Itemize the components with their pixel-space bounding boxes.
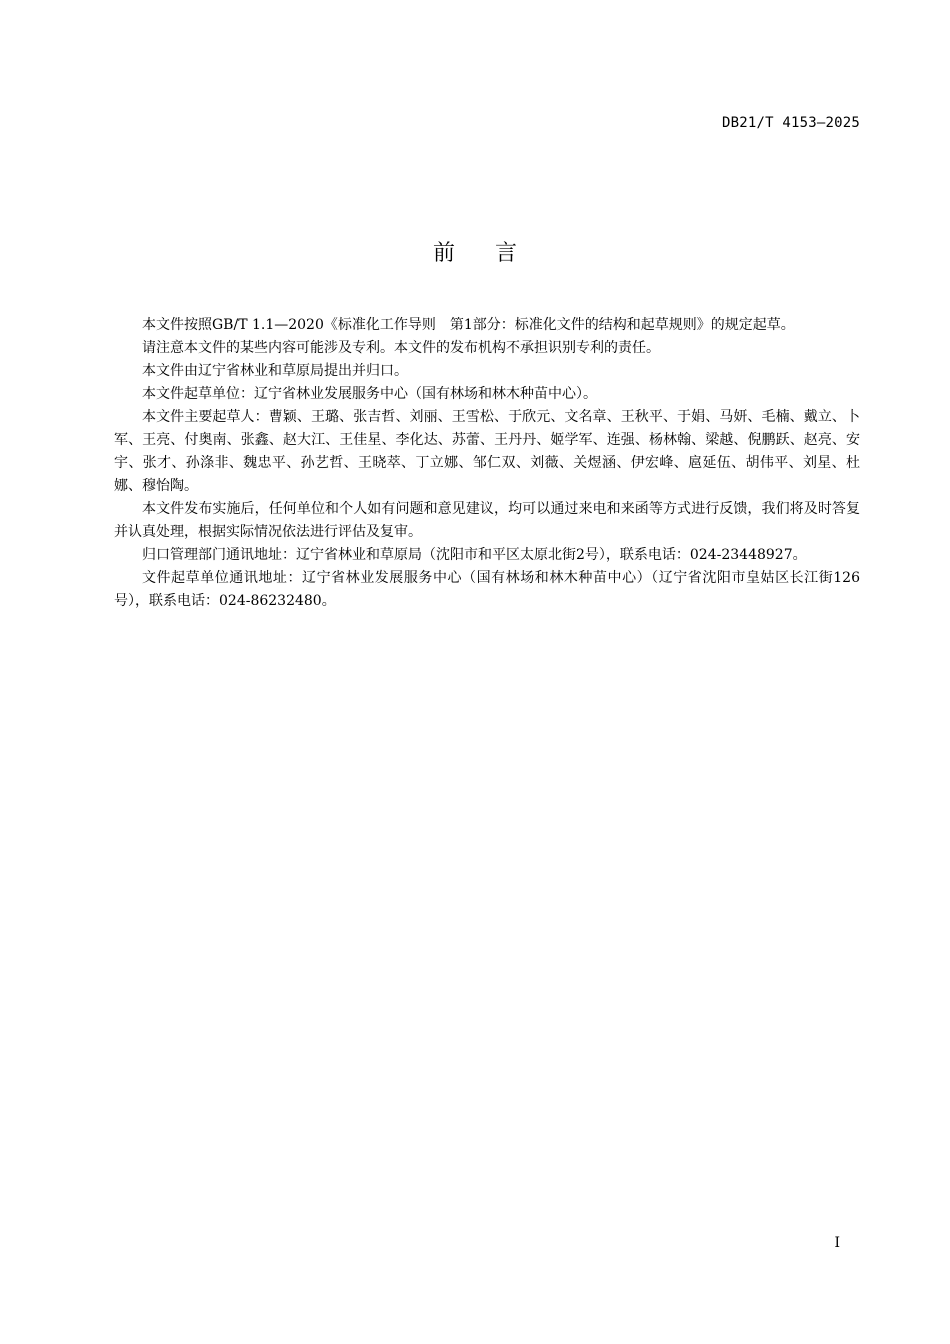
paragraph-drafting-unit: 本文件起草单位：辽宁省林业发展服务中心（国有林场和林木种苗中心）。: [142, 386, 597, 402]
paragraph-drafting-rules: 本文件按照GB/T 1.1—2020《标准化工作导则 第1部分：标准化文件的结构和起草规则》的规定起草。: [142, 317, 795, 333]
paragraph-feedback: 本文件发布实施后，任何单位和个人如有问题和意见建议，均可以通过来电和来函等方式进行反馈，我们将及时答复并认真处理，根据实际情况依法进行评估及复审。: [114, 501, 860, 540]
paragraph-drafters: 本文件主要起草人：曹颖、王璐、张吉哲、刘丽、王雪松、于欣元、文名章、王秋平、于娟、马妍、毛楠、戴立、卜军、王亮、付奥南、张鑫、赵大江、王佳星、李化达、苏蕾、王丹丹、姬学军、连强、杨林翰、梁越、倪鹏跃、赵亮、安宇、张才、孙涤非、魏忠平、孙艺哲、王晓萃、丁立娜、邹仁双、刘薇、关煜涵、伊宏峰、扈延伍、胡伟平、刘星、杜娜、穆怡陶。: [114, 409, 860, 494]
paragraph-patent-notice: 请注意本文件的某些内容可能涉及专利。本文件的发布机构不承担识别专利的责任。: [142, 340, 660, 356]
preface-body: [114, 314, 860, 613]
page-number: I: [834, 1235, 840, 1251]
paragraph-management-address: 归口管理部门通讯地址：辽宁省林业和草原局（沈阳市和平区太原北街2号），联系电话：024-23448927。: [142, 547, 807, 563]
paragraph-proposer: 本文件由辽宁省林业和草原局提出并归口。: [142, 363, 408, 379]
page-title: 前言: [432, 241, 557, 266]
document-code: DB21/T 4153—2025: [721, 115, 860, 131]
paragraph-drafting-unit-address: 文件起草单位通讯地址：辽宁省林业发展服务中心（国有林场和林木种苗中心）（辽宁省沈阳市皇姑区长江街126号），联系电话：024-86232480。: [114, 570, 860, 609]
